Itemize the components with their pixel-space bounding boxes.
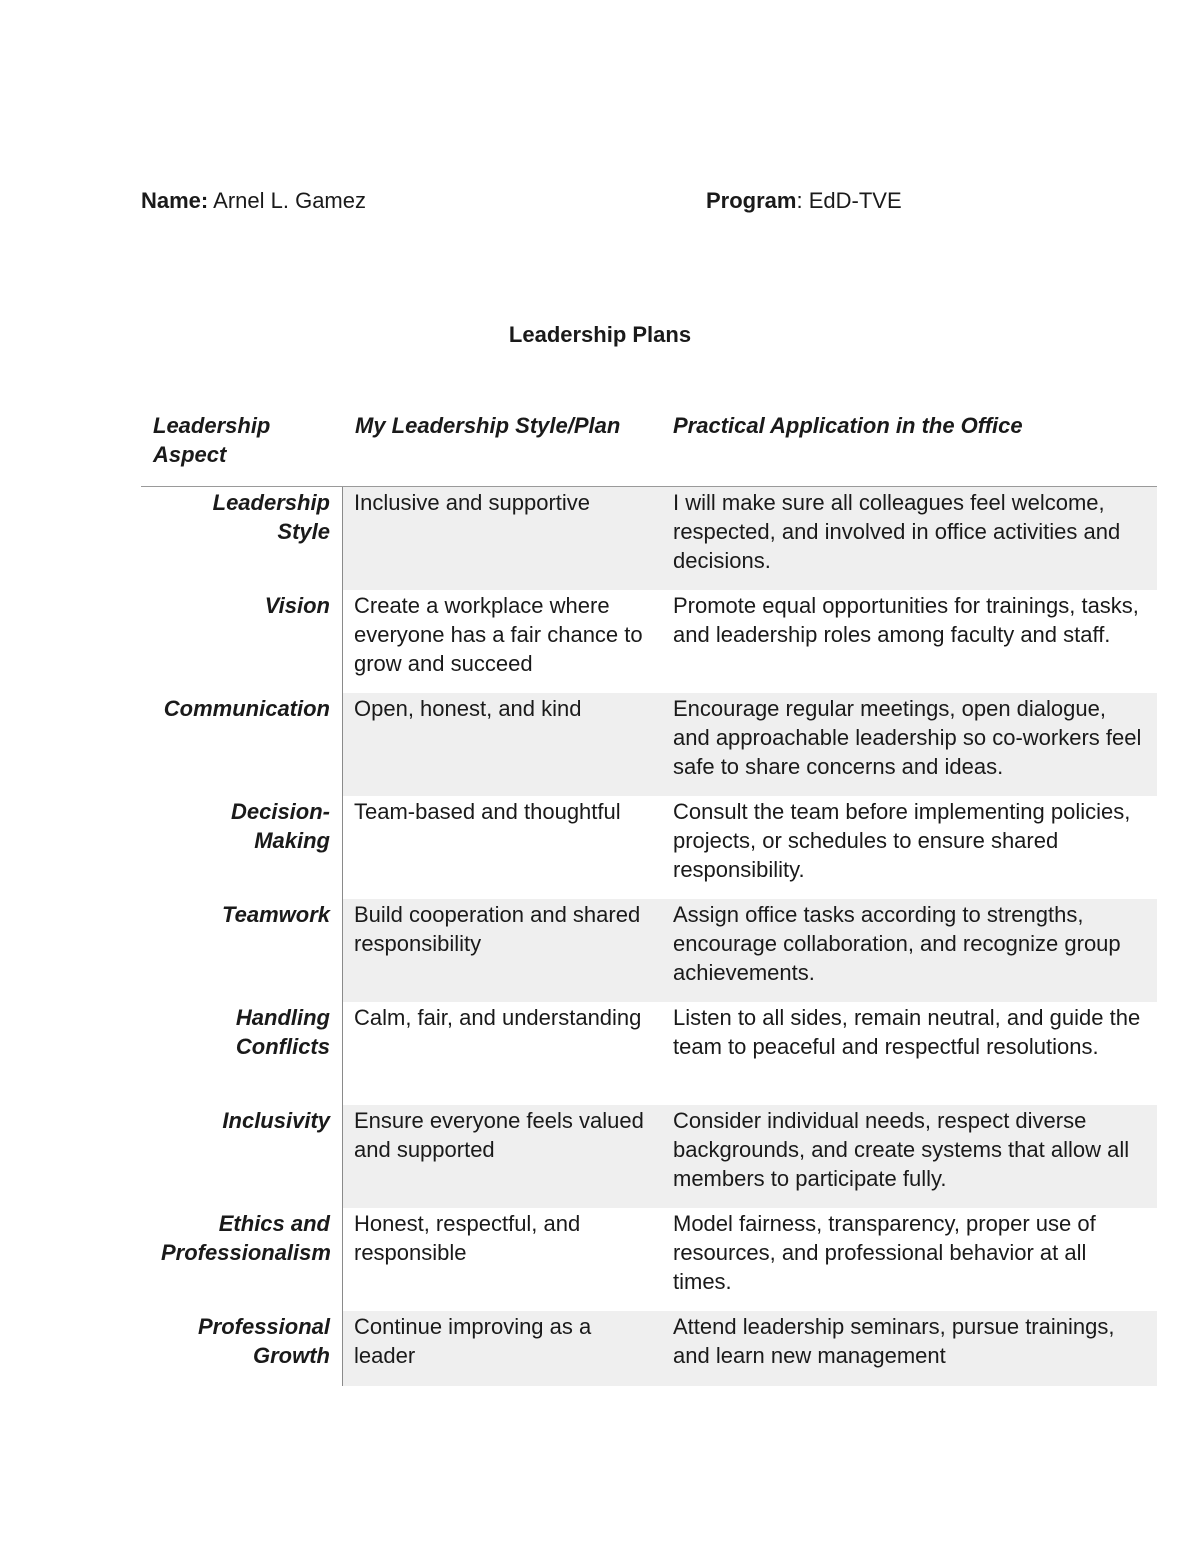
- row-style: Open, honest, and kind: [343, 693, 662, 796]
- row-application: Encourage regular meetings, open dialogue, and approachable leadership so co-workers feel safe to share concerns and ideas.: [662, 693, 1157, 796]
- row-aspect: Teamwork: [141, 899, 343, 1002]
- header-leadership-aspect: Leadership Aspect: [153, 413, 271, 467]
- table-row: [141, 1105, 1157, 1208]
- program-field: [706, 186, 902, 216]
- leadership-plans-table: [141, 408, 1157, 1386]
- row-application: Model fairness, transparency, proper use of resources, and professional behavior at all times.: [673, 1211, 1096, 1294]
- row-aspect: Decision-Making: [141, 796, 343, 899]
- row-aspect: Professional Growth: [141, 1311, 343, 1386]
- row-application: Listen to all sides, remain neutral, and guide the team to peaceful and respectful resolutions.: [673, 1005, 1141, 1059]
- row-style: Continue improving as a leader: [343, 1311, 662, 1386]
- table-row: [141, 899, 1157, 1002]
- row-aspect: Handling Conflicts: [141, 1002, 343, 1105]
- row-application: Promote equal opportunities for trainings, tasks, and leadership roles among faculty and staff.: [673, 593, 1139, 647]
- row-style: Team-based and thoughtful: [354, 799, 621, 824]
- table-header-row: [141, 408, 1157, 487]
- row-style: Honest, respectful, and responsible: [354, 1211, 581, 1265]
- row-aspect: Inclusivity: [141, 1105, 343, 1208]
- row-application: I will make sure all colleagues feel welcome, respected, and involved in office activities and decisions.: [662, 487, 1157, 590]
- name-label: Name:: [141, 188, 209, 213]
- table-row: [141, 1002, 1157, 1105]
- row-style: Create a workplace where everyone has a fair chance to grow and succeed: [354, 593, 643, 676]
- table-row: [141, 487, 1157, 590]
- row-application: Consider individual needs, respect diverse backgrounds, and create systems that allow all members to participate fully.: [662, 1105, 1157, 1208]
- header-leadership-style-plan: My Leadership Style/Plan: [355, 413, 621, 438]
- header-practical-application: Practical Application in the Office: [673, 413, 1023, 438]
- row-style: Calm, fair, and understanding: [354, 1005, 642, 1030]
- table-row: [141, 796, 1157, 899]
- name-value: Arnel L. Gamez: [213, 188, 366, 213]
- name-field: [141, 186, 366, 216]
- row-style: Ensure everyone feels valued and supported: [343, 1105, 662, 1208]
- row-aspect: Communication: [141, 693, 343, 796]
- row-application: Assign office tasks according to strengths, encourage collaboration, and recognize group achievements.: [662, 899, 1157, 1002]
- row-style: Inclusive and supportive: [343, 487, 662, 590]
- row-aspect: Ethics and Professionalism: [141, 1208, 343, 1311]
- row-application: Attend leadership seminars, pursue trainings, and learn new management: [662, 1311, 1157, 1386]
- program-label: Program: [706, 188, 797, 213]
- row-style: Build cooperation and shared responsibility: [343, 899, 662, 1002]
- table-row: [141, 1311, 1157, 1386]
- table-row: [141, 693, 1157, 796]
- row-application: Consult the team before implementing policies, projects, or schedules to ensure shared responsibility.: [673, 799, 1131, 882]
- table-row: [141, 590, 1157, 693]
- row-aspect: Leadership Style: [141, 487, 343, 590]
- program-value: : EdD-TVE: [796, 188, 902, 213]
- row-aspect: Vision: [141, 590, 343, 693]
- table-row: [141, 1208, 1157, 1311]
- document-title: Leadership Plans: [508, 322, 692, 347]
